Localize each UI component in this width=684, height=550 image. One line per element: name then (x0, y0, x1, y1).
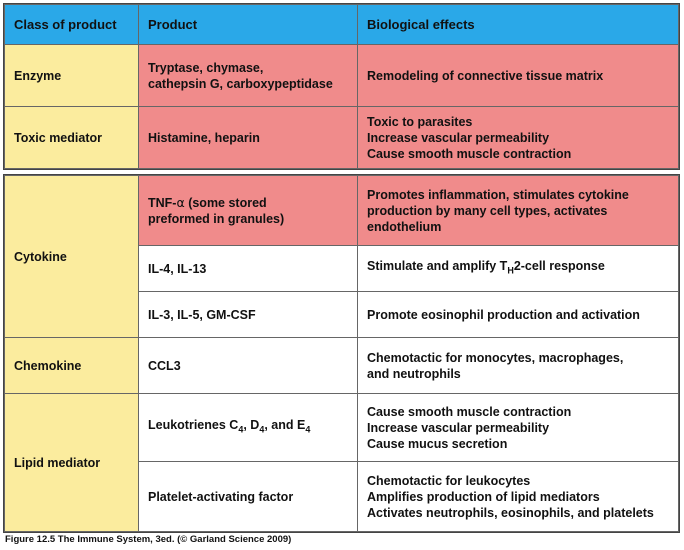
effect-line: Increase vascular permeability (367, 420, 550, 435)
class-cell-cytokine: Cytokine (5, 176, 139, 338)
subscript: 4 (238, 424, 244, 435)
effect-line: Chemotactic for monocytes, macrophages, (367, 350, 624, 365)
effects-cell-enzyme (358, 45, 679, 107)
product-cell-tnf (139, 176, 358, 246)
header-effects: Biological effects (358, 5, 679, 45)
product-cell-ccl3: CCL3 (139, 338, 358, 394)
table-row (5, 176, 679, 246)
effects-cell-tnf (358, 176, 679, 246)
effect-text: 2-cell response (513, 259, 605, 274)
effects-cell-il3: Promote eosinophil production and activation (358, 292, 679, 338)
product-cell-paf: Platelet-activating factor (139, 462, 358, 532)
effect-line: endothelium (367, 219, 442, 234)
effect-text: Stimulate and amplify T (367, 259, 508, 274)
product-cell-il4: IL-4, IL-13 (139, 246, 358, 292)
table-top (3, 3, 680, 170)
header-row (5, 5, 679, 45)
figure-caption: Figure 12.5 The Immune System, 3ed. (© Garland Science 2009) (5, 534, 292, 545)
effects-cell-leukotrienes (358, 394, 679, 462)
effect-line: Remodeling of connective tissue matrix (367, 68, 604, 83)
effects-cell-il4 (358, 246, 679, 292)
table-row (5, 338, 679, 394)
effects-cell-ccl3 (358, 338, 679, 394)
effect-line: Amplifies production of lipid mediators (367, 489, 600, 504)
effect-line: Activates neutrophils, eosinophils, and platelets (367, 505, 654, 520)
product-line: Tryptase, chymase, (148, 60, 264, 75)
effect-line: Promotes inflammation, stimulates cytokine (367, 187, 629, 202)
product-line: cathepsin G, carboxypeptidase (148, 76, 333, 91)
subscript: 4 (259, 424, 265, 435)
product-text: , D (243, 418, 260, 433)
effect-line: production by many cell types, activates (367, 203, 608, 218)
product-text: , and E (264, 418, 306, 433)
product-text: Leukotrienes C (148, 418, 239, 433)
effect-line: Cause mucus secretion (367, 436, 508, 451)
product-text: (some stored (184, 195, 267, 210)
class-cell-enzyme: Enzyme (5, 45, 139, 107)
effect-line: Chemotactic for leukocytes (367, 473, 531, 488)
effect-line: Cause smooth muscle contraction (367, 146, 572, 161)
product-line (148, 195, 348, 211)
class-cell-toxic: Toxic mediator (5, 107, 139, 169)
table-bottom (3, 174, 680, 533)
product-cell-leukotrienes (139, 394, 358, 462)
table-row (5, 394, 679, 462)
product-cell-toxic (139, 107, 358, 169)
effect-line: Toxic to parasites (367, 114, 473, 129)
class-cell-lipid: Lipid mediator (5, 394, 139, 532)
product-line: Histamine, heparin (148, 130, 260, 145)
subscript: 4 (305, 424, 311, 435)
effect-line: Cause smooth muscle contraction (367, 404, 572, 419)
table-row (5, 45, 679, 107)
subscript: H (507, 265, 514, 276)
header-class: Class of product (5, 5, 139, 45)
product-line: preformed in granules) (148, 211, 285, 226)
effects-cell-toxic (358, 107, 679, 169)
class-cell-chemokine: Chemokine (5, 338, 139, 394)
effect-line: and neutrophils (367, 366, 461, 381)
product-cell-enzyme (139, 45, 358, 107)
header-product: Product (139, 5, 358, 45)
greek-alpha: α (176, 194, 185, 210)
product-cell-il3: IL-3, IL-5, GM-CSF (139, 292, 358, 338)
effect-line: Increase vascular permeability (367, 130, 550, 145)
product-text: TNF- (148, 195, 177, 210)
table-row (5, 107, 679, 169)
effects-cell-paf (358, 462, 679, 532)
